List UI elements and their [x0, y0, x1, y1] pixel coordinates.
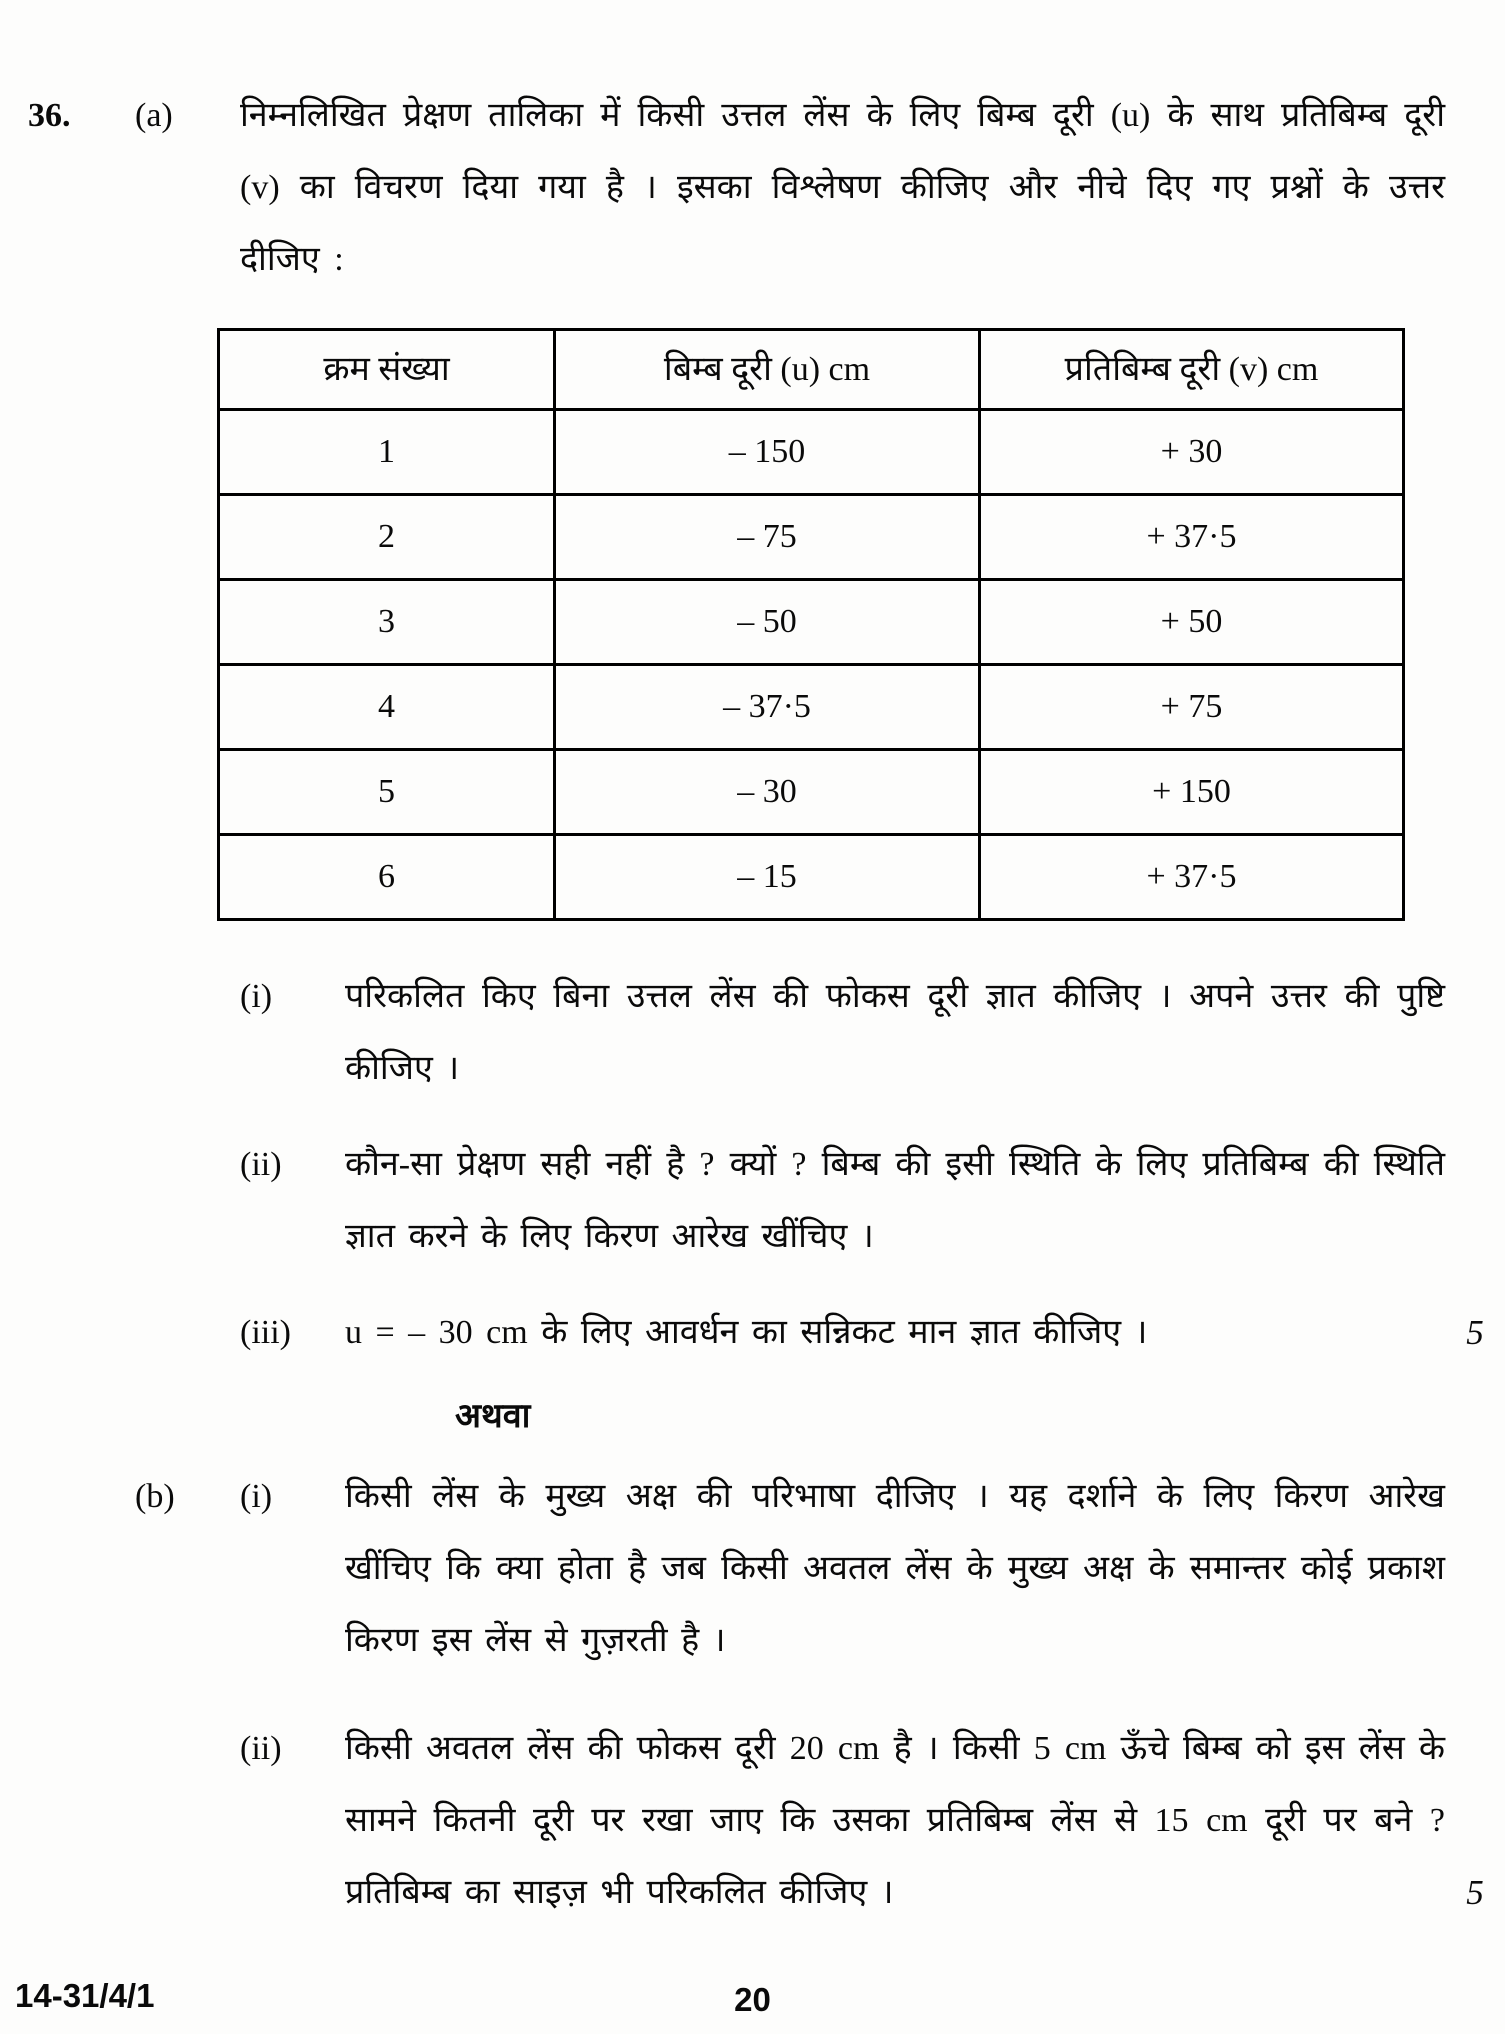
header-object-distance: बिम्ब दूरी (u) cm: [555, 330, 980, 410]
table-cell: – 37·5: [555, 665, 980, 750]
table-cell: + 150: [980, 750, 1404, 835]
footer-paper-code: 14-31/4/1: [15, 1977, 155, 2014]
sub-question-label: (ii): [240, 1730, 282, 1767]
observation-table: [217, 328, 1405, 921]
top-margin: [0, 0, 1505, 80]
part-a-intro-paragraph: निम्नलिखित प्रेक्षण तालिका में किसी उत्तल लेंस के लिए बिम्ब दूरी (u) के साथ प्रतिबिम्ब दूरी (v) का विचरण दिया गया है । इसका विश्लेषण कीजिए और नीचे दिए गए प्रश्नों के उत्तर दीजिए :: [240, 97, 1445, 278]
table-cell: – 150: [555, 410, 980, 495]
marks-value: 5: [1466, 1313, 1484, 1352]
sub-question-text: कौन-सा प्रेक्षण सही नहीं है ? क्यों ? बिम्ब की इसी स्थिति के लिए प्रतिबिम्ब की स्थिति ज्ञात करने के लिए किरण आरेख खींचिए ।: [345, 1146, 1445, 1255]
table-cell: – 15: [555, 835, 980, 920]
sub-question-a-i: [217, 961, 1505, 1105]
table-cell: 6: [219, 835, 555, 920]
sub-question-b-i: [217, 1461, 1505, 1677]
sub-question-b-ii: [217, 1713, 1505, 1929]
marks-value: 5: [1466, 1873, 1484, 1912]
table-cell: 5: [219, 750, 555, 835]
table-row: [219, 750, 1404, 835]
sub-question-a-ii: [217, 1129, 1505, 1273]
sub-question-label: (i): [240, 978, 273, 1015]
question-36: [0, 80, 1505, 1461]
table-row: [219, 835, 1404, 920]
table-cell: – 75: [555, 495, 980, 580]
question-number: 36.: [28, 97, 71, 134]
table-cell: 2: [219, 495, 555, 580]
sub-question-text: u = – 30 cm के लिए आवर्धन का सन्निकट मान ज्ञात कीजिए ।: [345, 1314, 1148, 1351]
table-row: [219, 410, 1404, 495]
footer-page-number: 20: [734, 1981, 771, 2018]
table-cell: + 75: [980, 665, 1404, 750]
sub-question-text: परिकलित किए बिना उत्तल लेंस की फोकस दूरी ज्ञात कीजिए । अपने उत्तर की पुष्टि कीजिए ।: [345, 978, 1445, 1087]
header-image-distance: प्रतिबिम्ब दूरी (v) cm: [980, 330, 1404, 410]
table-cell: + 50: [980, 580, 1404, 665]
table-cell: – 50: [555, 580, 980, 665]
sub-question-label: (i): [240, 1478, 273, 1515]
table-row: [219, 580, 1404, 665]
table-cell: – 30: [555, 750, 980, 835]
sub-question-a-iii: [217, 1297, 1505, 1369]
marks-value: [1445, 961, 1505, 1105]
sub-question-text: किसी अवतल लेंस की फोकस दूरी 20 cm है । किसी 5 cm ऊँचे बिम्ब को इस लेंस के सामने कितनी दूरी पर रखा जाए कि उसका प्रतिबिम्ब लेंस से 15 cm दूरी पर बने ? प्रतिबिम्ब का साइज़ भी परिकलित कीजिए ।: [345, 1730, 1445, 1911]
or-separator: अथवा: [455, 1398, 531, 1435]
marks-value: [1445, 1129, 1505, 1273]
part-a-content: [217, 80, 1505, 1461]
marks-value: [1445, 1461, 1505, 1677]
part-a-label: (a): [135, 97, 173, 134]
table-cell: 1: [219, 410, 555, 495]
table-row: [219, 495, 1404, 580]
header-serial-number: क्रम संख्या: [219, 330, 555, 410]
table-cell: + 30: [980, 410, 1404, 495]
table-cell: + 37·5: [980, 835, 1404, 920]
table-header-row: [219, 330, 1404, 410]
table-cell: + 37·5: [980, 495, 1404, 580]
question-36-part-b: [0, 1461, 1505, 1929]
table-cell: 3: [219, 580, 555, 665]
part-b-content: [217, 1461, 1505, 1929]
sub-question-label: (ii): [240, 1146, 282, 1183]
table-row: [219, 665, 1404, 750]
sub-question-label: (iii): [240, 1314, 291, 1351]
sub-question-text: किसी लेंस के मुख्य अक्ष की परिभाषा दीजिए । यह दर्शाने के लिए किरण आरेख खींचिए कि क्या होता है जब किसी अवतल लेंस के मुख्य अक्ष के समान्तर कोई प्रकाश किरण इस लेंस से गुज़रती है ।: [345, 1478, 1445, 1659]
table-cell: 4: [219, 665, 555, 750]
part-b-label: (b): [135, 1478, 175, 1515]
